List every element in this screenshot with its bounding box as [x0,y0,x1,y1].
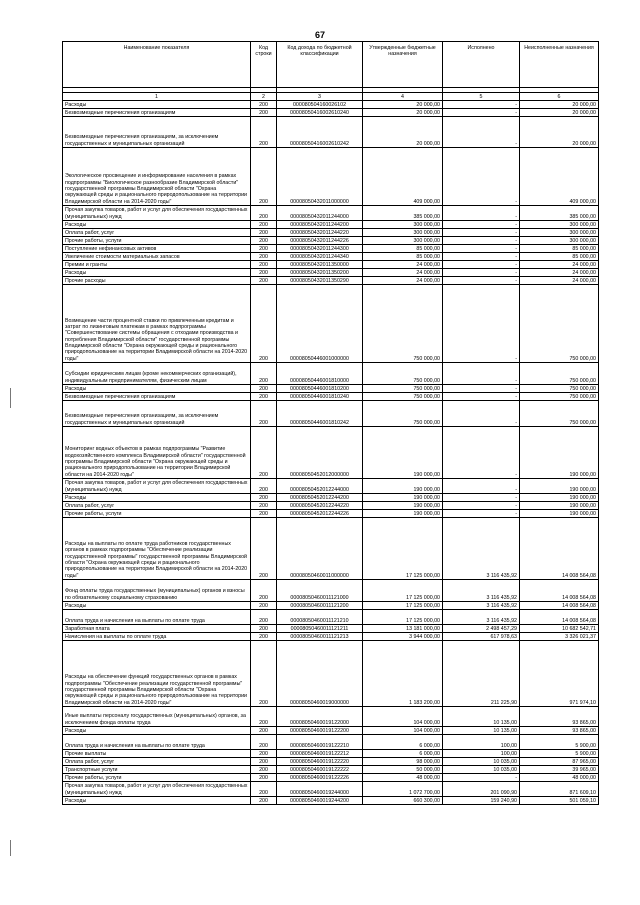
cell-line: 200 [251,277,277,285]
cell-line: 200 [251,385,277,393]
cell-code: 00008050460019122200 [277,727,363,735]
cell-remaining: 300 000,00 [520,237,599,245]
cell-line: 200 [251,782,277,797]
cell-name: Расходы [63,727,251,735]
cell-code: 00008050460019122226 [277,774,363,782]
cell-name: Фонд оплаты труда государственных (муниципальных) органов и взносы по обязательному социальному страхованию [63,580,251,602]
cell-code: 00008050446001810242 [277,401,363,427]
cell-code: 00008050452012244000 [277,479,363,494]
cell-line: 200 [251,253,277,261]
cell-approved: 17 125 000,00 [363,610,443,625]
cell-remaining: 750 000,00 [520,285,599,363]
cell-line: 200 [251,797,277,805]
cell-approved: 98 000,00 [363,758,443,766]
cell-name: Расходы [63,269,251,277]
cell-executed: - [443,510,520,518]
cell-name: Расходы на обеспечение функций государственных органов в рамках подпрограммы "Обеспечение реализации государственной программы" государственной программы Владимирской области "Охрана окружающей среды и рационального природопользование на территории Владимирской области на 2014-2020 годы" [63,641,251,707]
cell-name: Прочие выплаты [63,750,251,758]
cell-line: 200 [251,206,277,221]
cell-line: 200 [251,109,277,117]
cell-remaining: 190 000,00 [520,510,599,518]
cell-name: Увеличение стоимости материальных запасов [63,253,251,261]
cell-line: 200 [251,285,277,363]
cell-line: 200 [251,502,277,510]
cell-line: 200 [251,245,277,253]
cell-code: 00008050416002610242 [277,117,363,148]
cell-approved: 750 000,00 [363,363,443,385]
cell-name: Безвозмездные перечисления организациям [63,393,251,401]
cell-remaining: 750 000,00 [520,363,599,385]
cell-approved: 190 000,00 [363,502,443,510]
cell-code: 00008050460011121200 [277,602,363,610]
cell-executed: 3 116 435,92 [443,518,520,580]
cell-line: 200 [251,261,277,269]
cell-executed: 3 116 435,92 [443,602,520,610]
cell-executed: - [443,237,520,245]
table-row [63,510,599,518]
cell-line: 200 [251,633,277,641]
cell-remaining: 14 008 564,08 [520,602,599,610]
cell-approved: 20 000,00 [363,117,443,148]
cell-remaining: 24 000,00 [520,277,599,285]
cell-name: Субсидии юридическим лицам (кроме некоммерческих организаций), индивидуальным предпринимателям, физическим лицам [63,363,251,385]
cell-approved: 300 000,00 [363,237,443,245]
cell-remaining: 750 000,00 [520,401,599,427]
cell-name: Прочая закупка товаров, работ и услуг для обеспечения государственных (муниципальных) нужд [63,479,251,494]
cell-remaining: 14 008 564,08 [520,580,599,602]
table-row [63,261,599,269]
cell-executed: - [443,148,520,206]
cell-name: Экологическое просвещение и информирование населения в рамках подпрограммы "Биологическое разнообразие Владимирской области" государственной программы Владимирской области "Охрана окружающей среды и рационального природопользование на территории Владимирской области на 2014-2020 годы" [63,148,251,206]
table-row [63,245,599,253]
cell-executed: 10 135,00 [443,707,520,727]
cell-remaining: 39 965,00 [520,766,599,774]
cell-executed: 10 035,00 [443,758,520,766]
table-row [63,797,599,805]
cell-approved: 1 072 700,00 [363,782,443,797]
cell-code: 00008050432011244340 [277,253,363,261]
cell-name: Расходы [63,101,251,109]
cell-line: 200 [251,148,277,206]
cell-executed: - [443,229,520,237]
cell-approved: 190 000,00 [363,479,443,494]
cell-remaining: 20 000,00 [520,101,599,109]
cell-remaining: 20 000,00 [520,109,599,117]
cell-name: Оплата труда и начисления на выплаты по оплате труда [63,610,251,625]
cell-approved: 385 000,00 [363,206,443,221]
cell-remaining: 85 000,00 [520,253,599,261]
table-row [63,518,599,580]
cell-approved: 6 000,00 [363,735,443,750]
cell-approved: 190 000,00 [363,427,443,479]
cell-remaining: 5 900,00 [520,750,599,758]
cell-code: 00008050452012244200 [277,494,363,502]
cell-name: Прочие работы, услуги [63,510,251,518]
cell-code: 00008050460019122000 [277,707,363,727]
cell-remaining: 409 000,00 [520,148,599,206]
table-row [63,221,599,229]
cell-code: 00008050446001810000 [277,363,363,385]
cell-executed: 617 978,63 [443,633,520,641]
cell-executed: 100,00 [443,735,520,750]
cell-remaining: 190 000,00 [520,427,599,479]
cell-code: 00008050432011244300 [277,245,363,253]
cell-code: 00008050460019000000 [277,641,363,707]
cell-code: 00008050460011121210 [277,610,363,625]
cell-executed: 159 240,90 [443,797,520,805]
cell-remaining: 385 000,00 [520,206,599,221]
table-row [63,479,599,494]
cell-executed: - [443,269,520,277]
column-number: 5 [443,93,520,101]
cell-name: Начисления на выплаты по оплате труда [63,633,251,641]
cell-code: 00008050452012000000 [277,427,363,479]
cell-name: Премии и гранты [63,261,251,269]
column-number: 1 [63,93,251,101]
table-row [63,750,599,758]
cell-line: 200 [251,750,277,758]
table-row [63,610,599,625]
cell-name: Расходы на выплаты по оплате труда работников государственных органов в рамках подпрограммы "Обеспечение реализации государственной программы" государственной программы Владимирской области "Охрана окружающей среды и рационального природопользование на территории Владимирской области на 2014-2020 годы" [63,518,251,580]
table-row [63,774,599,782]
table-row [63,393,599,401]
cell-executed: 10 135,00 [443,727,520,735]
cell-approved: 750 000,00 [363,285,443,363]
table-row [63,237,599,245]
cell-line: 200 [251,707,277,727]
cell-name: Возмещение части процентной ставки по привлеченным кредитам и затрат по лизинговым платежам в рамках подпрограммы "Совершенствование системы обращения с отходами производства и потребления Владимирской области" государственной программы Владимирской области "Охрана окружающей среды и рационального природопользование на территории Владимирской области на 2014-2020 годы" [63,285,251,363]
cell-line: 200 [251,101,277,109]
cell-code: 00008050460019122210 [277,735,363,750]
table-row [63,363,599,385]
table-row [63,385,599,393]
cell-executed: - [443,101,520,109]
cell-remaining: 190 000,00 [520,479,599,494]
cell-code: 00008050460019122222 [277,766,363,774]
cell-executed: 211 225,90 [443,641,520,707]
column-number: 2 [251,93,277,101]
cell-remaining: 20 000,00 [520,117,599,148]
cell-approved: 3 944 000,00 [363,633,443,641]
cell-code: 00008050460019122220 [277,758,363,766]
cell-remaining: 48 000,00 [520,774,599,782]
cell-approved: 20 000,00 [363,101,443,109]
cell-executed: - [443,427,520,479]
cell-executed: - [443,285,520,363]
table-row [63,117,599,148]
cell-line: 200 [251,229,277,237]
cell-line: 200 [251,735,277,750]
cell-code: 00008050452012244226 [277,510,363,518]
cell-approved: 24 000,00 [363,277,443,285]
header-approved: Утвержденные бюджетные назначения [363,42,443,88]
cell-name: Оплата работ, услуг [63,229,251,237]
cell-approved: 17 125 000,00 [363,518,443,580]
cell-approved: 409 000,00 [363,148,443,206]
cell-code: 00008050416002610240 [277,109,363,117]
cell-name: Прочая закупка товаров, работ и услуг для обеспечения государственных (муниципальных) нужд [63,206,251,221]
cell-remaining: 24 000,00 [520,261,599,269]
cell-line: 200 [251,221,277,229]
cell-executed: - [443,117,520,148]
cell-remaining: 750 000,00 [520,393,599,401]
header-code: Код дохода по бюджетной классификации [277,42,363,88]
cell-executed: - [443,109,520,117]
cell-name: Прочие работы, услуги [63,237,251,245]
cell-executed: 3 116 435,92 [443,610,520,625]
cell-executed: - [443,401,520,427]
cell-approved: 300 000,00 [363,229,443,237]
table-row [63,580,599,602]
cell-name: Безвозмездные перечисления организациям [63,109,251,117]
cell-remaining: 14 008 564,08 [520,518,599,580]
cell-executed: - [443,261,520,269]
cell-name: Прочая закупка товаров, работ и услуг для обеспечения государственных (муниципальных) нужд [63,782,251,797]
table-row [63,285,599,363]
cell-approved: 104 000,00 [363,707,443,727]
cell-name: Поступление нефинансовых активов [63,245,251,253]
cell-approved: 17 125 000,00 [363,580,443,602]
cell-line: 200 [251,363,277,385]
cell-executed: 10 035,00 [443,766,520,774]
cell-code: 00008050432011000000 [277,148,363,206]
cell-approved: 20 000,00 [363,109,443,117]
cell-code: 00008050452012244220 [277,502,363,510]
header-line: Код строки [251,42,277,88]
table-row [63,427,599,479]
cell-name: Оплата работ, услуг [63,502,251,510]
table-row [63,229,599,237]
cell-executed: - [443,479,520,494]
table-row [63,766,599,774]
cell-name: Оплата работ, услуг [63,758,251,766]
table-row [63,735,599,750]
table-row [63,727,599,735]
table-row [63,401,599,427]
cell-name: Безвозмездные перечисления организациям, за исключением государственных и муниципальных организаций [63,401,251,427]
cell-line: 200 [251,401,277,427]
cell-approved: 1 183 200,00 [363,641,443,707]
table-header [63,42,599,101]
cell-line: 200 [251,494,277,502]
cell-approved: 190 000,00 [363,494,443,502]
cell-line: 200 [251,766,277,774]
table-row [63,109,599,117]
cell-line: 200 [251,510,277,518]
cell-name: Расходы [63,797,251,805]
cell-approved: 750 000,00 [363,385,443,393]
cell-code: 00008050460019244000 [277,782,363,797]
cell-line: 200 [251,269,277,277]
header-executed: Исполнено [443,42,520,88]
cell-approved: 24 000,00 [363,261,443,269]
table-row [63,494,599,502]
cell-approved: 48 000,00 [363,774,443,782]
cell-name: Иные выплаты персоналу государственных (муниципальных) органов, за исключением фонда оплаты труда [63,707,251,727]
cell-approved: 85 000,00 [363,253,443,261]
cell-executed: - [443,206,520,221]
cell-code: 00008050432011244226 [277,237,363,245]
page-number: 67 [314,30,325,40]
cell-name: Транспортные услуги [63,766,251,774]
cell-code: 00008050432011244200 [277,221,363,229]
table-row [63,782,599,797]
scan-margin-mark [10,840,11,856]
scan-margin-mark [10,388,11,408]
table-row [63,602,599,610]
column-number: 4 [363,93,443,101]
header-name: Наименование показателя [63,42,251,88]
cell-code: 00008050460011121211 [277,625,363,633]
cell-remaining: 750 000,00 [520,385,599,393]
cell-code: 00008050432011350000 [277,261,363,269]
table-row [63,206,599,221]
cell-approved: 85 000,00 [363,245,443,253]
cell-executed: - [443,363,520,385]
cell-approved: 50 000,00 [363,766,443,774]
cell-executed: 2 498 457,29 [443,625,520,633]
cell-line: 200 [251,518,277,580]
cell-executed: - [443,385,520,393]
cell-executed: - [443,245,520,253]
cell-remaining: 190 000,00 [520,494,599,502]
cell-line: 200 [251,610,277,625]
cell-line: 200 [251,237,277,245]
cell-remaining: 85 000,00 [520,245,599,253]
cell-line: 200 [251,625,277,633]
cell-line: 200 [251,427,277,479]
table-row [63,277,599,285]
cell-line: 200 [251,393,277,401]
cell-approved: 24 000,00 [363,269,443,277]
table-row [63,269,599,277]
table-body [63,101,599,805]
cell-name: Оплата труда и начисления на выплаты по оплате труда [63,735,251,750]
cell-line: 200 [251,602,277,610]
table-row [63,101,599,109]
cell-name: Расходы [63,602,251,610]
cell-executed: - [443,221,520,229]
cell-executed: - [443,277,520,285]
column-number: 3 [277,93,363,101]
cell-executed: 201 090,90 [443,782,520,797]
cell-line: 200 [251,727,277,735]
cell-remaining: 871 609,10 [520,782,599,797]
table-row [63,758,599,766]
cell-name: Безвозмездные перечисления организациям, за исключением государственных и муниципальных организаций [63,117,251,148]
cell-name: Заработная плата [63,625,251,633]
cell-line: 200 [251,479,277,494]
cell-code: 00008050432011350200 [277,269,363,277]
cell-approved: 750 000,00 [363,393,443,401]
cell-code: 00008050446001810200 [277,385,363,393]
cell-remaining: 87 965,00 [520,758,599,766]
cell-code: 00008050432011244220 [277,229,363,237]
cell-code: 00008050446001000000 [277,285,363,363]
cell-code: 00008050460011121000 [277,580,363,602]
cell-executed: - [443,393,520,401]
cell-remaining: 3 326 021,37 [520,633,599,641]
cell-executed: - [443,253,520,261]
cell-approved: 17 125 000,00 [363,602,443,610]
cell-name: Расходы [63,385,251,393]
cell-executed: 100,00 [443,750,520,758]
cell-line: 200 [251,758,277,766]
cell-executed: - [443,774,520,782]
cell-remaining: 971 974,10 [520,641,599,707]
cell-approved: 13 181 000,00 [363,625,443,633]
cell-remaining: 5 900,00 [520,735,599,750]
cell-code: 00008050432011244000 [277,206,363,221]
cell-code: 00008050460019122212 [277,750,363,758]
cell-approved: 190 000,00 [363,510,443,518]
cell-remaining: 501 059,10 [520,797,599,805]
table-row [63,502,599,510]
cell-line: 200 [251,580,277,602]
cell-remaining: 190 000,00 [520,502,599,510]
table-row [63,707,599,727]
cell-name: Прочие работы, услуги [63,774,251,782]
cell-code: 00008050432011350290 [277,277,363,285]
cell-approved: 6 000,00 [363,750,443,758]
cell-executed: 3 116 435,92 [443,580,520,602]
table-row [63,633,599,641]
cell-name: Расходы [63,221,251,229]
cell-code: 00008050446001810240 [277,393,363,401]
cell-line: 200 [251,641,277,707]
cell-executed: - [443,502,520,510]
cell-approved: 300 000,00 [363,221,443,229]
cell-line: 200 [251,117,277,148]
table-row [63,148,599,206]
cell-name: Мониторинг водных объектов в рамках подпрограммы "Развитие водохозяйственного комплекса Владимирской области" государственной программы Владимирской области "Охрана окружающей среды и рационального природопользование на территории Владимирской области на 2014-2020 годы" [63,427,251,479]
cell-remaining: 10 682 542,71 [520,625,599,633]
cell-name: Прочие расходы [63,277,251,285]
cell-approved: 104 000,00 [363,727,443,735]
cell-remaining: 24 000,00 [520,269,599,277]
column-number-row [63,93,599,101]
table-row [63,641,599,707]
cell-name: Расходы [63,494,251,502]
cell-remaining: 300 000,00 [520,229,599,237]
cell-line: 200 [251,774,277,782]
header-remaining: Неисполненные назначения [520,42,599,88]
cell-code: 000080504160026102 [277,101,363,109]
cell-approved: 750 000,00 [363,401,443,427]
cell-remaining: 300 000,00 [520,221,599,229]
table-row [63,253,599,261]
budget-execution-table [62,41,599,805]
cell-remaining: 93 865,00 [520,727,599,735]
cell-code: 00008050460019244200 [277,797,363,805]
cell-remaining: 14 008 564,08 [520,610,599,625]
cell-remaining: 93 865,00 [520,707,599,727]
cell-executed: - [443,494,520,502]
cell-code: 00008050460011000000 [277,518,363,580]
cell-code: 00008050460011121213 [277,633,363,641]
column-number: 6 [520,93,599,101]
cell-approved: 660 300,00 [363,797,443,805]
table-row [63,625,599,633]
